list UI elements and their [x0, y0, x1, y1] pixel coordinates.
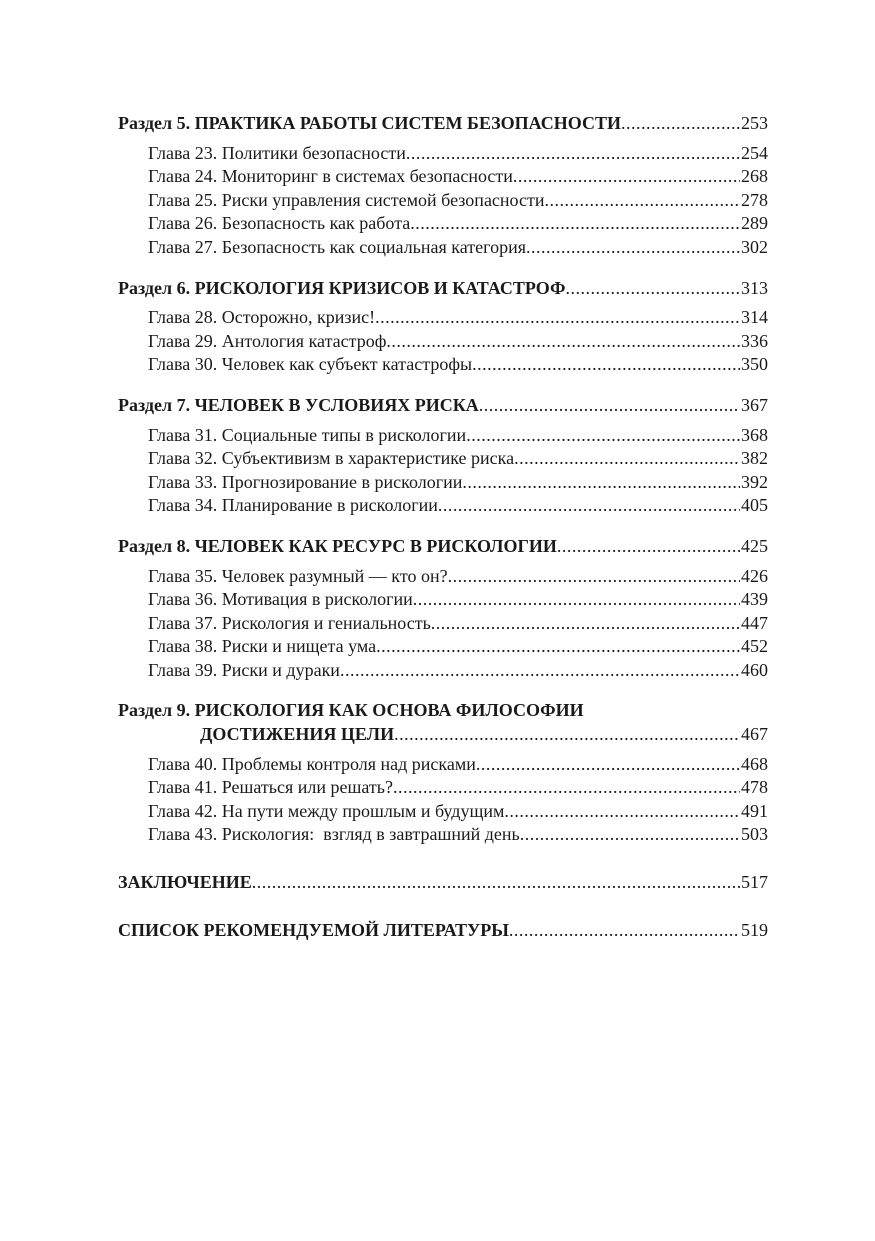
section-title: Раздел 8. ЧЕЛОВЕК КАК РЕСУРС В РИСКОЛОГИИ	[118, 535, 557, 556]
toc-chapter-29[interactable]	[118, 330, 768, 354]
chapter-title: Глава 43. Рискология: взгляд в завтрашний день	[148, 824, 520, 845]
toc-chapter-23[interactable]	[118, 142, 768, 166]
toc-chapter-25[interactable]	[118, 189, 768, 213]
page-number: 254	[741, 142, 768, 163]
page-number: 519	[741, 919, 768, 940]
leader-dots	[375, 306, 740, 330]
page-number: 253	[741, 113, 768, 133]
page-number: 302	[741, 236, 768, 257]
chapter-title: Глава 30. Человек как субъект катастрофы	[148, 354, 473, 375]
page-number: 268	[741, 166, 768, 187]
leader-dots	[394, 723, 740, 747]
chapter-title: Глава 41. Решаться или решать?	[148, 777, 393, 798]
leader-dots	[472, 353, 740, 377]
leader-dots	[252, 871, 740, 895]
leader-dots	[557, 535, 740, 559]
chapter-title: Глава 33. Прогнозирование в рискологии	[148, 471, 463, 492]
leader-dots	[476, 753, 740, 777]
leader-dots	[504, 800, 740, 824]
leader-dots	[431, 612, 740, 636]
section-title: СПИСОК РЕКОМЕНДУЕМОЙ ЛИТЕРАТУРЫ	[118, 919, 509, 940]
toc-section-5[interactable]	[118, 112, 768, 136]
toc-bibliography[interactable]	[118, 919, 768, 943]
page-number: 289	[741, 213, 768, 234]
page-number: 336	[741, 330, 768, 351]
page-number: 468	[741, 753, 768, 774]
page-number: 517	[741, 872, 768, 893]
toc-chapter-43[interactable]	[118, 823, 768, 847]
page-number: 313	[741, 277, 768, 298]
page-number: 382	[741, 448, 768, 469]
chapter-title: Глава 35. Человек разумный — кто он?	[148, 565, 448, 586]
chapter-title: Глава 27. Безопасность как социальная категория	[148, 236, 526, 257]
page-number: 491	[741, 800, 768, 821]
toc-chapter-30[interactable]	[118, 353, 768, 377]
page-number: 425	[741, 535, 768, 556]
toc-section-8[interactable]	[118, 535, 768, 559]
chapter-title: Глава 38. Риски и нищета ума	[148, 636, 377, 657]
toc-chapter-41[interactable]	[118, 776, 768, 800]
toc-section-6[interactable]	[118, 277, 768, 301]
leader-dots	[406, 142, 740, 166]
leader-dots	[479, 394, 740, 418]
chapter-title: Глава 32. Субъективизм в характеристике риска	[148, 448, 515, 469]
chapter-title: Глава 25. Риски управления системой безопасности	[148, 189, 545, 210]
section-title: Раздел 6. РИСКОЛОГИЯ КРИЗИСОВ И КАТАСТРОФ	[118, 277, 566, 298]
leader-dots	[466, 424, 740, 448]
chapter-title: Глава 37. Рискология и гениальность	[148, 612, 431, 633]
leader-dots	[545, 189, 741, 213]
page-number: 350	[741, 354, 768, 375]
leader-dots	[520, 823, 740, 847]
chapter-title: Глава 31. Социальные типы в рискологии	[148, 424, 467, 445]
page-number: 278	[741, 189, 768, 210]
page-number: 467	[741, 724, 768, 745]
leader-dots	[438, 494, 740, 518]
toc-chapter-38[interactable]	[118, 635, 768, 659]
section-title: ДОСТИЖЕНИЯ ЦЕЛИ	[200, 724, 395, 745]
chapter-title: Глава 40. Проблемы контроля над рисками	[148, 753, 476, 774]
toc-chapter-32[interactable]	[118, 447, 768, 471]
chapter-title: Глава 42. На пути между прошлым и будущим	[148, 800, 505, 821]
toc-chapter-42[interactable]	[118, 800, 768, 824]
toc-section-7[interactable]	[118, 394, 768, 418]
leader-dots	[340, 659, 740, 683]
toc-conclusion[interactable]	[118, 871, 768, 895]
chapter-title: Глава 29. Антология катастроф	[148, 330, 387, 351]
chapter-title: Глава 24. Мониторинг в системах безопасности	[148, 166, 513, 187]
page-number: 314	[741, 307, 768, 328]
toc-chapter-24[interactable]	[118, 165, 768, 189]
toc-chapter-37[interactable]	[118, 612, 768, 636]
page-number: 439	[741, 589, 768, 610]
leader-dots	[386, 330, 740, 354]
page-number: 460	[741, 659, 768, 680]
leader-dots	[413, 588, 740, 612]
page-number: 447	[741, 612, 768, 633]
chapter-title: Глава 23. Политики безопасности	[148, 142, 406, 163]
toc-chapter-36[interactable]	[118, 588, 768, 612]
leader-dots	[513, 165, 740, 189]
toc-chapter-26[interactable]	[118, 212, 768, 236]
page-number: 368	[741, 424, 768, 445]
leader-dots	[621, 112, 740, 136]
section-title: Раздел 7. ЧЕЛОВЕК В УСЛОВИЯХ РИСКА	[118, 394, 479, 415]
section-title: Раздел 5. ПРАКТИКА РАБОТЫ СИСТЕМ БЕЗОПАСНОСТИ	[118, 113, 622, 133]
chapter-title: Глава 34. Планирование в рискологии	[148, 495, 438, 516]
page-number: 405	[741, 495, 768, 516]
leader-dots	[565, 277, 740, 301]
table-of-contents	[118, 112, 768, 942]
page-number: 392	[741, 471, 768, 492]
leader-dots	[526, 236, 740, 260]
page-number: 426	[741, 565, 768, 586]
toc-chapter-39[interactable]	[118, 659, 768, 683]
section-title: ЗАКЛЮЧЕНИЕ	[118, 872, 252, 893]
chapter-title: Глава 36. Мотивация в рискологии	[148, 589, 413, 610]
leader-dots	[514, 447, 740, 471]
toc-section-9[interactable]	[118, 723, 768, 747]
leader-dots	[509, 919, 740, 943]
toc-chapter-40[interactable]	[118, 753, 768, 777]
chapter-title: Глава 39. Риски и дураки	[148, 659, 340, 680]
leader-dots	[462, 471, 740, 495]
leader-dots	[376, 635, 740, 659]
page-number: 367	[741, 394, 768, 415]
page-number: 478	[741, 777, 768, 798]
leader-dots	[410, 212, 740, 236]
chapter-title: Глава 26. Безопасность как работа	[148, 213, 411, 234]
leader-dots	[448, 565, 740, 589]
page-number: 452	[741, 636, 768, 657]
toc-section-9-line1[interactable]: Раздел 9. РИСКОЛОГИЯ КАК ОСНОВА ФИЛОСОФИИ	[118, 700, 584, 721]
toc-chapter-34[interactable]	[118, 494, 768, 518]
toc-chapter-28[interactable]	[118, 306, 768, 330]
page-number: 503	[741, 824, 768, 845]
toc-chapter-27[interactable]	[118, 236, 768, 260]
chapter-title: Глава 28. Осторожно, кризис!	[148, 307, 376, 328]
toc-chapter-31[interactable]	[118, 424, 768, 448]
toc-chapter-35[interactable]	[118, 565, 768, 589]
leader-dots	[393, 776, 740, 800]
toc-chapter-33[interactable]	[118, 471, 768, 495]
